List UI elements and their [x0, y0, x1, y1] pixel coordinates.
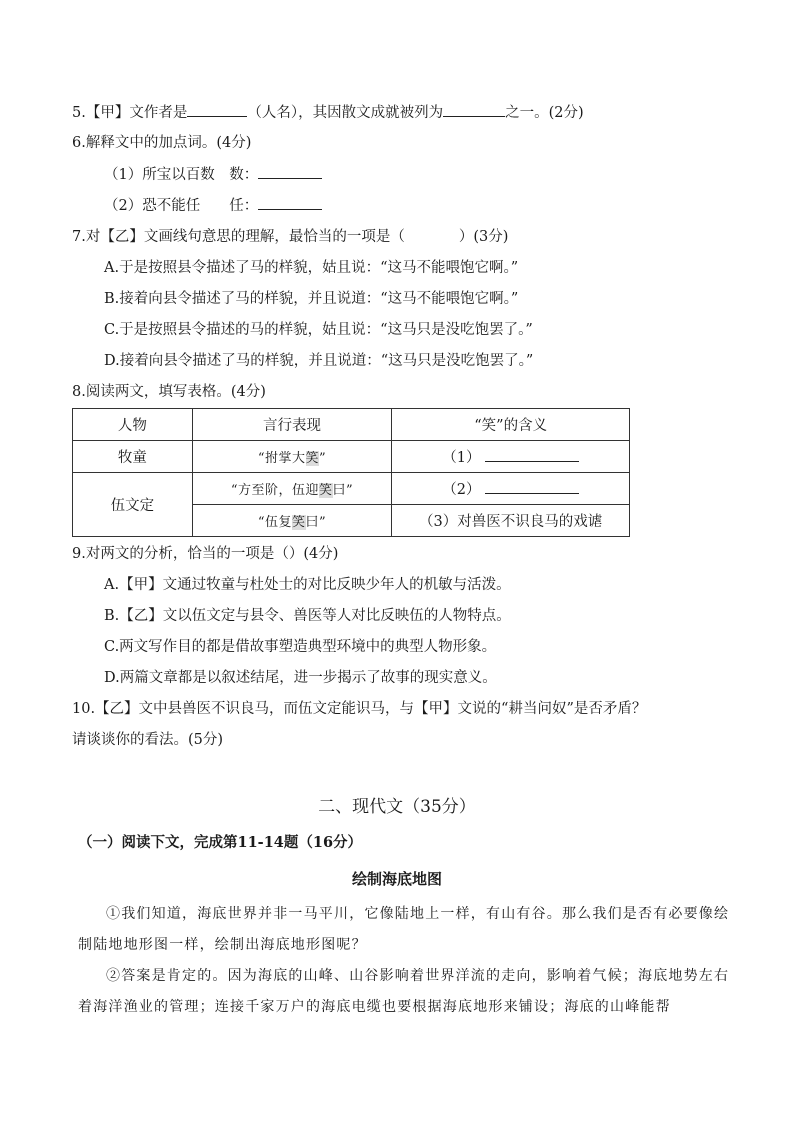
q6-item-1-text: （1）所宝以百数 数：: [104, 167, 259, 183]
subsection-title: （一）阅读下文，完成第11-14题（16分）: [78, 834, 363, 851]
q5-blank-author[interactable]: [187, 102, 247, 117]
header-action: 言行表现: [192, 409, 392, 441]
act2-post: 曰”: [332, 483, 354, 498]
q7-option-b: B.接着向县令描述了马的样貌，并且说道：“这马不能喂饱它啊。”: [104, 291, 519, 307]
q9-option-d: D.两篇文章都是以叙述结尾，进一步揭示了故事的现实意义。: [104, 670, 497, 686]
header-meaning: “笑”的含义: [392, 409, 630, 441]
cell-meaning-1: [392, 441, 630, 473]
meaning2-label: （2）: [442, 482, 481, 498]
q5-mid: （人名），其因散文成就被列为: [247, 105, 444, 121]
q9-option-a: A.【甲】文通过牧童与杜处士的对比反映少年人的机敏与活泼。: [104, 577, 511, 593]
question-7-stem: [72, 227, 508, 247]
q9-option-b: B.【乙】文以伍文定与县令、兽医等人对比反映伍的人物特点。: [104, 608, 511, 624]
cell-meaning-3: （3）对兽医不识良马的戏谑: [392, 505, 630, 537]
act1-pre: “拊掌大: [257, 451, 306, 466]
cell-person-mutong: 牧童: [73, 441, 193, 473]
question-5: [72, 102, 584, 123]
q5-suffix: 之一。(2分): [505, 105, 584, 121]
q6-item-2-text: （2）恐不能任 任：: [104, 198, 259, 214]
question-6-item-1: [104, 164, 322, 185]
q7-option-d: D.接着向县令描述了马的样貌，并且说道：“这马只是没吃饱罢了。”: [104, 353, 534, 369]
question-10-line-1: 10.【乙】文中县兽医不识良马，而伍文定能识马，与【甲】文说的“耕当问奴”是否矛盾？: [72, 701, 647, 717]
cell-meaning-2: [392, 473, 630, 505]
table-row: [73, 441, 630, 473]
question-8-stem: 8.阅读两文，填写表格。(4分): [72, 384, 266, 400]
question-6-item-2: [104, 195, 322, 216]
question-6-stem: 6.解释文中的加点词。(4分): [72, 135, 252, 151]
act1-post: ”: [319, 451, 327, 466]
cell-action-1: [192, 441, 392, 473]
table-blank-2[interactable]: [485, 479, 579, 494]
article-paragraph-1: ①我们知道，海底世界并非一马平川，它像陆地上一样，有山有谷。那么我们是否有必要像绘制陆地地形图一样，绘制出海底地形图呢？: [78, 906, 730, 953]
act2-pre: “方至阶，伍迎: [230, 483, 320, 498]
q7-stem-b: ）(3分): [458, 229, 509, 245]
cell-action-2: [192, 473, 392, 505]
q5-prefix: 5.【甲】文作者是: [72, 105, 188, 121]
article-title: 绘制海底地图: [351, 870, 442, 888]
act3-pre: “伍复: [257, 515, 293, 530]
table-row: [73, 473, 630, 505]
q7-option-c: C.于是按照县令描述的马的样貌，姑且说：“这马只是没吃饱罢了。”: [104, 322, 533, 338]
q5-blank-group[interactable]: [443, 102, 505, 117]
q6-blank-2[interactable]: [258, 195, 322, 210]
section-title: 二、现代文（35分）: [318, 797, 476, 817]
table-header-row: [73, 409, 630, 441]
q6-blank-1[interactable]: [258, 164, 322, 179]
meaning1-label: （1）: [442, 450, 481, 466]
act2-dotted-word: 笑: [319, 483, 333, 498]
question-9-stem: 9.对两文的分析，恰当的一项是（）(4分): [72, 546, 339, 562]
act3-dotted-word: 笑: [292, 515, 306, 530]
table-blank-1[interactable]: [485, 447, 579, 462]
q8-table: [72, 408, 630, 537]
q9-option-c: C.两文写作目的都是借故事塑造典型环境中的典型人物形象。: [104, 639, 497, 655]
header-person: 人物: [73, 409, 193, 441]
act1-dotted-word: 笑: [305, 451, 320, 466]
article-paragraph-2: ②答案是肯定的。因为海底的山峰、山谷影响着世界洋流的走向，影响着气候；海底地势左右着海洋渔业的管理；连接千家万户的海底电缆也要根据海底地形来铺设；海底的山峰能帮: [78, 968, 730, 1015]
act3-post: 曰”: [305, 515, 327, 530]
cell-action-3: [192, 505, 392, 537]
q7-option-a: A.于是按照县令描述了马的样貌，姑且说：“这马不能喂饱它啊。”: [104, 260, 519, 276]
cell-person-wuwending: 伍文定: [73, 473, 193, 537]
q7-stem-a: 7.对【乙】文画线句意思的理解，最恰当的一项是（: [72, 229, 405, 245]
question-10-line-2: 请谈谈你的看法。(5分): [72, 732, 224, 748]
